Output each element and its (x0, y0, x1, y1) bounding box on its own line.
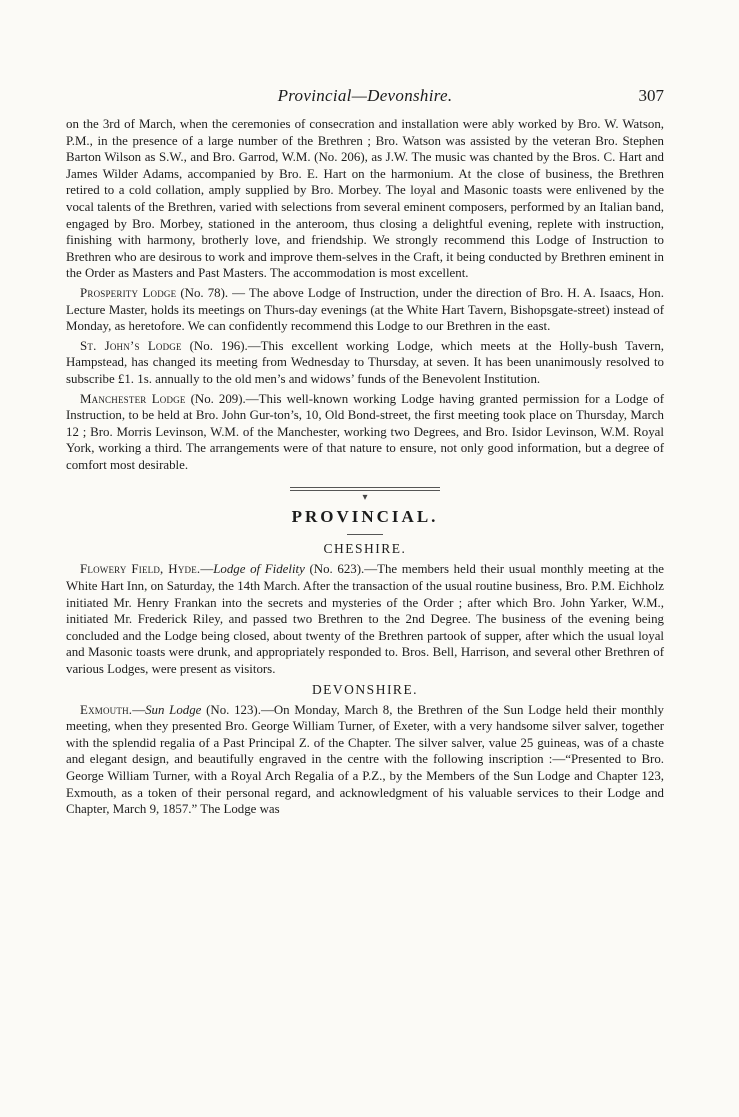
section-divider (290, 487, 440, 503)
paragraph-prosperity-lodge (66, 285, 664, 335)
dash: — (200, 562, 214, 577)
subheading-devonshire: DEVONSHIRE. (311, 681, 419, 697)
lodge-name-st-johns: St. John’s Lodge (80, 338, 182, 353)
subheading-cheshire: CHESHIRE. (323, 541, 407, 557)
paragraph-body: (No. 123).—On Monday, March 8, the Brethren of the Sun Lodge held their monthly meeting, when they presented Bro. George William Turner, of Exeter, with a very handsome silver salver, together with the splendid regalia of a Past Principal Z. of the Chapter. The silver salver, value 25 guineas, was of a chaste and elegant design, and beautifully engraved in the centre with the following inscription :—“Presented to Bro. George William Turner, with a Royal Arch Regalia of a P.Z., by the Members of the Sun Lodge and Chapter 123, Exmouth, as a token of their personal regard, and acknowledgment of his valuable services to their Lodge and Chapter, March 9, 1857.” The Lodge was (66, 702, 665, 817)
paragraph-manchester-lodge (66, 391, 664, 474)
place-name-flowery-field: Flowery Field, Hyde. (80, 562, 201, 577)
divider-line (290, 490, 440, 491)
page-number: 307 (638, 86, 664, 105)
running-title: Provincial—Devonshire. (277, 86, 453, 105)
paragraph-flowery-field (66, 561, 664, 677)
lodge-name-sun: Sun Lodge (145, 702, 202, 717)
paragraph-st-johns-lodge (66, 338, 664, 388)
section-heading: PROVINCIAL. (291, 507, 439, 527)
paragraph-exmouth (66, 702, 664, 818)
place-name-exmouth: Exmouth. (80, 702, 133, 717)
paragraph-body: (No. 196).—This excellent working Lodge, which meets at the Holly-bush Tavern, Hampstead, has changed its meeting from Wednesday to Thursday, at seven. It has been unanimously resolved to subscribe £1. 1s. annually to the old men’s and widows’ funds of the Benevolent Institution. (66, 338, 664, 386)
paragraph-body: (No. 78). — The above Lodge of Instruction, under the direction of Bro. H. A. Isaacs, Hon. Lecture Master, holds its meetings on Thurs-day evenings (at the White Hart Tavern, Bishopsgate-street) instead of Monday, as heretofore. We can confidently recommend this Lodge to our Brethren in the east. (66, 285, 664, 334)
paragraph-body: (No. 209).—This well-known working Lodge having granted permission for a Lodge of Instruction, to be held at Bro. John Gur-ton’s, 10, Old Bond-street, the first meeting took place on Thursday, March 12 ; Bro. Morris Levinson, W.M. of the Manchester, working two Degrees, and Bro. Isidor Levinson, W.M. Royal York, working a third. The arrangements were of that nature to ensure, not only good information, but a degree of comfort most desirable. (66, 391, 664, 472)
divider-ornament: ▾ (362, 492, 368, 504)
lodge-name-manchester: Manchester Lodge (80, 391, 186, 406)
running-head (66, 86, 664, 110)
lodge-name-fidelity: Lodge of Fidelity (213, 562, 305, 577)
dash: — (132, 702, 146, 717)
paragraph-body: (No. 623).—The members held their usual monthly meeting at the White Hart Inn, on Saturday, the 14th March. After the transaction of the usual routine business, Bro. P.M. Eichholz initiated Mr. Henry Frankan into the secrets and mysteries of the Order ; after which Bro. John Yarker, W.M., initiated Mr. Frederick Riley, and passed two Brethren to the 2nd Degree. The business of the evening being concluded and the Lodge being closed, about twenty of the Brethren partook of supper, after which the usual loyal and Masonic toasts were drunk, and appropriately responded to. Bros. Bell, Harrison, and several other Brethren of various Lodges, were present as visitors. (66, 562, 664, 677)
lodge-name-prosperity: Prosperity Lodge (80, 285, 177, 300)
short-rule (347, 534, 383, 535)
paragraph-consecration: on the 3rd of March, when the ceremonies of consecration and installation were ably worked by Bro. W. Watson, P.M., in the presence of a large number of the Brethren ; Bro. Watson was assisted by the veteran Bro. Stephen Barton Wilson as S.W., and Bro. Garrod, W.M. (No. 206), as J.W. The music was chanted by the Bros. C. Hart and James Wilder Adams, accompanied by Bro. E. Hart on the harmonium. At the close of business, the Brethren retired to a cold collation, amply supplied by Bro. Morbey. The loyal and Masonic toasts were enlivened by the vocal talents of the Brethren, varied with selections from several eminent composers, performed by an Italian band, engaged by Bro. Morbey, stationed in the anteroom, thus closing a delightful evening, replete with instruction, finishing with harmony, brotherly love, and friendship. We strongly recommend this Lodge of Instruction to Brethren who are desirous to work and improve them-selves in the Craft, it being conducted by Brethren eminent in the Order as Masters and Past Masters. The accommodation is most excellent. (66, 117, 664, 281)
divider-line (290, 487, 440, 488)
